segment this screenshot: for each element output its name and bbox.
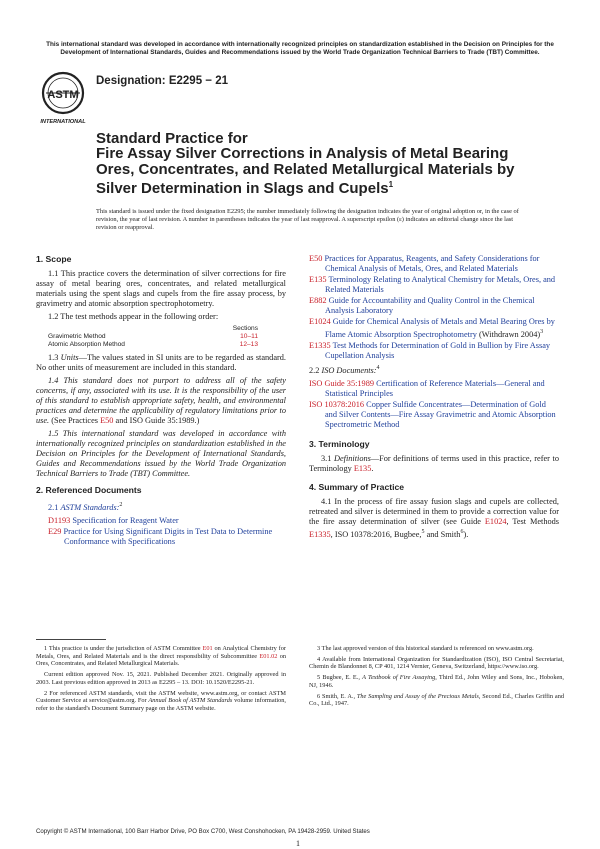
definitions-term: Definitions — [333, 453, 371, 463]
reference-title[interactable]: Guide for Accountability and Quality Control in the Chemical Analysis Laboratory — [325, 296, 535, 315]
footnote-text: 2 For referenced ASTM standards, visit the ASTM website, www.astm.org, or contact ASTM Customer Service at service@astm.org. For — [36, 689, 286, 705]
footnote-ref[interactable]: 3 — [540, 329, 544, 335]
right-column — [309, 254, 559, 542]
reference-title[interactable]: Copper Sulfide Concentrates—Determination of Gold and Silver Contents—Fire Assay Gravimetric and Atomic Absorption Spectrometric Method — [325, 399, 556, 429]
summary-text: 4.1 In the process of fire assay fusion slags and cupels are collected, retreated and silver is determined in them to provide a correction value for the fire assay determination of silver (see Guide — [309, 496, 559, 526]
terminology-heading: 3. Terminology — [309, 438, 370, 449]
title-line: Standard Practice for — [96, 130, 248, 147]
footnote-text: on Analytical Chemistry for Metals, Ores, and Related Materials and is the direct responsibility of Subcommittee — [36, 645, 286, 660]
reference-title[interactable]: Specification for Reagent Water — [72, 515, 179, 525]
reference-code[interactable]: E1335 — [309, 340, 331, 350]
footnote-text: volume information, refer to the standard's Document Summary page on the ASTM website. — [36, 697, 286, 712]
reference-title[interactable]: Practice for Using Significant Digits in Test Data to Determine Conformance with Specifications — [63, 526, 273, 546]
footnote-italic: A Textbook of Fire Assaying — [362, 674, 436, 682]
reference-title[interactable]: Guide for Chemical Analysis of Metals and Metal Bearing Ores by Flame Atomic Absorption Spectrophotometry — [325, 317, 555, 339]
table-cell-sections[interactable]: 12–13 — [239, 341, 258, 348]
astm-logo-icon — [38, 69, 92, 127]
scope-1-4 — [36, 376, 286, 426]
summary-text: , ISO 10378:2016, Bugbee, — [330, 529, 422, 539]
table-row — [48, 341, 258, 349]
table-header: Sections — [232, 325, 258, 332]
astm-reference-list — [36, 516, 286, 547]
title-line: Ores, Concentrates, and Related Metallurgical Materials by — [96, 160, 515, 178]
para-num: 1.3 — [48, 353, 59, 362]
scope-1-1: 1.1 This practice covers the determination of silver corrections for fire assay of metal bearing ores, concentrates, and related metallurgical materials using the spent slags and cupels from the fire assay process, by gravimetry and atomic absorption spectrophotometry. — [36, 269, 286, 308]
safety-end: and ISO Guide 35:1989.) — [115, 416, 200, 425]
ref-link-e50[interactable]: E50 — [100, 416, 114, 425]
para-num: 2.1 — [48, 502, 59, 512]
ref-link-e01-02[interactable]: E01.02 — [259, 652, 278, 660]
para-num: 3.1 — [321, 453, 332, 463]
table-cell-method: Atomic Absorption Method — [48, 341, 125, 348]
page-number: 1 — [296, 839, 300, 848]
reference-code[interactable]: E882 — [309, 296, 327, 305]
withdrawn-note: (Withdrawn 2004) — [478, 329, 541, 339]
footnote-text: , Second Ed., Charles Griffin and Co., Ltd., 1947. — [309, 692, 565, 708]
summary-heading: 4. Summary of Practice — [309, 481, 405, 492]
iso-documents-label: ISO Documents: — [321, 365, 377, 375]
designation: Designation: E2295 − 21 — [96, 75, 228, 87]
footnote-text: 1 This practice is under the jurisdiction of ASTM Committee — [44, 645, 201, 652]
footnote-divider — [36, 639, 106, 640]
footnote: 4 Available from International Organization for Standardization (ISO), ISO Central Secretariat, Chemin de Blandonnet 8, CP 401, 1214 Vernier, Geneva, Switzerland, https://www.iso.org. — [309, 655, 564, 671]
footnote — [309, 674, 564, 689]
reference-title[interactable]: Terminology Relating to Analytical Chemistry for Metals, Ores, and Related Materials — [325, 275, 556, 294]
footnote-text: 6 Smith, E. A., — [317, 692, 356, 700]
safety-see: (See Practices — [51, 416, 98, 425]
reference-code[interactable]: ISO Guide 35:1989 — [309, 378, 374, 388]
reference-code[interactable]: E29 — [48, 526, 62, 536]
safety-text: 1.4 This standard does not purport to address all of the safety concerns, if any, associated with its use. It is the responsibility of the user of this standard to establish appropriate safety, health, and environmental practices and determine the applicability of regulatory limitations prior to use. — [36, 376, 286, 425]
footnote — [36, 645, 286, 668]
astm-standards-label: ASTM Standards: — [60, 502, 120, 512]
table-row — [48, 333, 258, 341]
reference-item[interactable] — [309, 317, 559, 340]
reference-code[interactable]: E135 — [309, 275, 327, 284]
units-term: Units — [60, 353, 79, 362]
footnote-ref[interactable]: 5 — [421, 528, 425, 535]
footnote: Current edition approved Nov. 15, 2021. Published December 2021. Originally approved in 2003. Last previous edition approved in 2013 as E2295 – 13. DOI: 10.1520/E2295-21. — [36, 671, 286, 686]
logo-subtext: INTERNATIONAL — [40, 119, 86, 125]
left-column — [36, 254, 286, 548]
reference-code[interactable]: D1193 — [48, 515, 71, 525]
astm-standards-heading — [36, 500, 286, 513]
ref-link-e01[interactable]: E01 — [202, 645, 213, 652]
reference-title[interactable]: Certification of Reference Materials—General and Statistical Principles — [325, 378, 545, 398]
title-line — [96, 177, 536, 196]
footnote — [36, 690, 286, 713]
reference-item[interactable] — [309, 341, 559, 361]
table-cell-method: Gravimetric Method — [48, 333, 106, 340]
astm-logo — [38, 69, 92, 127]
iso-reference-list — [309, 379, 559, 430]
definitions-text: —For definitions of terms used in this practice, refer to Terminology — [309, 453, 559, 473]
reference-item[interactable] — [309, 296, 559, 316]
document-title — [96, 131, 536, 197]
para-num: 2.2 — [309, 365, 320, 375]
ref-link-e1024[interactable]: E1024 — [484, 516, 507, 526]
reference-item[interactable] — [309, 254, 559, 274]
reference-item[interactable] — [309, 275, 559, 295]
reference-item[interactable] — [309, 400, 559, 430]
footnote-text: , Third Ed., John Wiley and Sons, Inc., Hoboken, NJ, 1946. — [309, 674, 564, 689]
punct: ). — [463, 529, 469, 539]
issued-note: This standard is issued under the fixed designation E2295; the number immediately following the designation indicates the year of original adoption or, in the case of revision, the year of last revision. A number in parentheses indicates the year of last reapproval. A superscript epsilon (ε) indicates an editorial change since the last revision or reapproval. — [96, 208, 519, 231]
punct: . — [371, 463, 374, 473]
summary-text: , Test Methods — [506, 516, 559, 526]
title-line-text: Silver Determination in Slags and Cupels — [96, 180, 389, 198]
test-methods-table — [48, 325, 286, 349]
footnote-ref[interactable]: 2 — [119, 502, 123, 508]
header-note: This international standard was developed in accordance with internationally recognized principles on standardization established in the Decision on Principles for the Development of International Standards, Guides and Recommendations issued by the World Trade Organization Technical Barriers to Trade (TBT) Committee. — [46, 41, 554, 56]
summary-4-1 — [309, 497, 559, 540]
footnote — [309, 693, 564, 708]
title-line: Fire Assay Silver Corrections in Analysis of Metal Bearing — [96, 145, 509, 163]
scope-heading: 1. Scope — [36, 254, 72, 264]
logo-text: ASTM — [47, 89, 79, 101]
table-cell-sections[interactable]: 10–11 — [240, 333, 258, 340]
reference-title[interactable]: Practices for Apparatus, Reagents, and Safety Considerations for Chemical Analysis of Metals, Ores, and Related Materials — [324, 254, 540, 273]
copyright: Copyright © ASTM International, 100 Barr Harbor Drive, PO Box C700, West Conshohocken, PA 19428-2959. United States — [36, 828, 370, 835]
footnote-italic: The Sampling and Assay of the Precious Metals — [356, 692, 479, 700]
footnote-ref[interactable]: 6 — [460, 528, 464, 535]
summary-text: and Smith — [426, 529, 461, 539]
reference-code[interactable]: E1024 — [309, 317, 331, 326]
footnotes-left — [36, 645, 286, 716]
footnotes-right — [309, 645, 564, 711]
references-heading: 2. Referenced Documents — [36, 485, 142, 495]
scope-1-5: 1.5 This international standard was developed in accordance with internationally recognized principles on standardization established in the Decision on Principles for the Development of International Standards, Guides and Recommendations issued by the World Trade Organization Technical Barriers to Trade (TBT) Committee. — [36, 429, 286, 478]
footnote-ref[interactable]: 4 — [376, 364, 380, 371]
reference-item[interactable] — [309, 379, 559, 399]
title-footnote-ref[interactable]: 1 — [388, 180, 394, 190]
footnote-italic: Annual Book of ASTM Standards — [148, 697, 233, 705]
reference-item[interactable] — [48, 527, 286, 547]
terminology-3-1 — [309, 454, 559, 474]
iso-documents-heading — [309, 363, 559, 376]
ref-link-e1335[interactable]: E1335 — [309, 529, 331, 539]
footnote: 3 The last approved version of this historical standard is referenced on www.astm.org. — [317, 645, 534, 652]
units-text: —The values stated in SI units are to be regarded as standard. No other units of measurement are included in this standard. — [36, 353, 287, 372]
reference-code[interactable]: E50 — [309, 254, 323, 263]
reference-code[interactable]: ISO 10378:2016 — [309, 399, 365, 409]
footnote-text: on Ores, Concentrates, and Related Metallurgical Materials. — [36, 652, 286, 668]
scope-1-2: 1.2 The test methods appear in the following order: — [48, 312, 219, 321]
footnote-text: 5 Bugbee, E. E., — [317, 674, 360, 682]
reference-item[interactable] — [48, 516, 286, 526]
reference-title[interactable]: Test Methods for Determination of Gold in Bullion by Fire Assay Cupellation Analysis — [325, 340, 551, 360]
astm-reference-list-continued — [309, 254, 559, 361]
ref-link-e135[interactable]: E135 — [353, 463, 372, 473]
scope-1-3 — [36, 353, 286, 373]
